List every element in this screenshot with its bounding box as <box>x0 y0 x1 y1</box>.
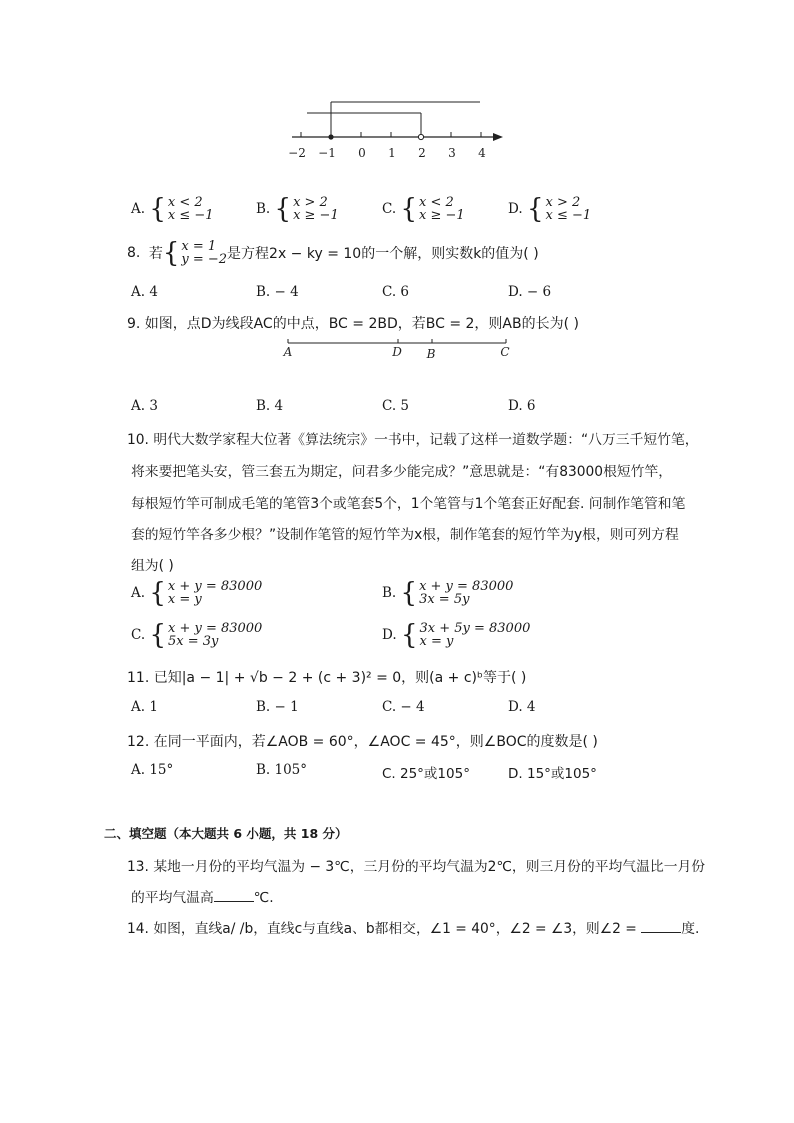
q11-option-d[interactable]: D. 4 <box>508 699 536 715</box>
q8-option-a[interactable]: A. 4 <box>131 284 158 300</box>
q13-line2 <box>131 886 274 906</box>
system-row: x ≥ −1 <box>293 208 339 223</box>
tick-label: −2 <box>288 146 306 160</box>
q11-stem: 11. 已知|a − 1| + √b − 2 + (c + 3)² = 0，则(a + c)ᵇ等于( ) <box>127 670 527 686</box>
option-letter: A. <box>131 201 146 217</box>
system-row: x > 2 <box>293 195 328 210</box>
system-row: x + y = 83000 <box>167 579 263 594</box>
q7-option-d[interactable]: D. { x > 2 x ≤ −1 <box>508 193 592 225</box>
q11-option-c[interactable]: C. − 4 <box>382 699 425 715</box>
q9-option-b[interactable]: B. 4 <box>256 398 284 414</box>
q12-option-b[interactable]: B. 105° <box>256 762 308 778</box>
q11-option-b[interactable]: B. − 1 <box>256 699 299 715</box>
q8-pre: 若 <box>148 246 163 262</box>
point-label-d: D <box>392 345 402 359</box>
option-letter: D. <box>508 201 523 217</box>
q7-option-c[interactable]: C. { x < 2 x ≥ −1 <box>382 193 465 225</box>
system-row: x = y <box>419 634 454 649</box>
q11-option-a[interactable]: A. 1 <box>131 699 158 715</box>
system-row: x < 2 <box>418 195 454 210</box>
q14-stem <box>127 917 699 937</box>
system-row: x = y <box>167 592 202 607</box>
point-label-c: C <box>500 345 510 359</box>
q10-option-c[interactable]: C. { x + y = 83000 5x = 3y <box>131 619 263 651</box>
point-label-b: B <box>426 347 436 361</box>
q12-stem: 12. 在同一平面内，若∠AOB = 60°，∠AOC = 45°，则∠BOC的度数是( ) <box>127 734 598 750</box>
system-row: x = 1 <box>181 239 217 254</box>
tick-label: 4 <box>478 146 486 160</box>
q10-line: 10. 明代大数学家程大位著《算法统宗》一书中，记载了这样一道数学题：“八万三千短竹笔， <box>127 432 699 448</box>
system-row: 3x = 5y <box>419 592 470 607</box>
q10-line: 套的短竹竿各多少根？”设制作笔管的短竹竿为x根，制作笔套的短竹竿为y根，则可列方程 <box>131 527 679 543</box>
q8-option-c[interactable]: C. 6 <box>382 284 410 300</box>
segment-figure <box>280 336 520 364</box>
q8-text: 是方程2x − ky = 10的一个解，则实数k的值为( ) <box>227 246 539 262</box>
q10-option-b[interactable]: B. { x + y = 83000 3x = 5y <box>382 577 514 609</box>
tick-label: 1 <box>388 146 396 160</box>
q10-option-a[interactable]: A. { x + y = 83000 x = y <box>131 577 263 609</box>
question-number: 8. <box>127 245 141 261</box>
q13-line1: 13. 某地一月份的平均气温为 − 3℃，三月份的平均气温为2℃，则三月份的平均气温比一月份 <box>127 859 706 875</box>
system-row: x + y = 83000 <box>419 579 514 594</box>
answer-blank[interactable] <box>641 920 681 933</box>
system-row: y = −2 <box>181 252 228 267</box>
q9-option-a[interactable]: A. 3 <box>131 398 158 414</box>
system-row: x < 2 <box>167 195 203 210</box>
q7-option-a[interactable]: A. { x < 2 x ≤ −1 <box>131 193 214 225</box>
q10-line: 每根短竹竿可制成毛笔的笔管3个或笔套5个，1个笔管与1个笔套正好配套. 问制作笔管和笔 <box>131 496 686 512</box>
q10-line: 组为( ) <box>131 558 174 574</box>
q7-option-b[interactable]: B. { x > 2 x ≥ −1 <box>256 193 339 225</box>
q8-stem: 8. 若 { x = 1 y = −2 是方程2x − ky = 10的一个解，则实数k的值为( ) <box>127 237 539 269</box>
q10-line: 将来要把笔头安，管三套五为期定，问君多少能完成？”意思就是：“有83000根短竹竿， <box>131 464 673 480</box>
system-row: x ≤ −1 <box>545 208 592 223</box>
tick-label: 0 <box>358 146 366 160</box>
q14-pre: 14. 如图，直线a/ /b，直线c与直线a、b都相交，∠1 = 40°，∠2 = ∠3，则∠2 = <box>127 921 642 937</box>
option-letter: C. <box>382 201 397 217</box>
q12-option-c[interactable]: C. 25°或105° <box>382 766 470 782</box>
q12-option-a[interactable]: A. 15° <box>131 762 174 778</box>
q13-line2-pre: 的平均气温高 <box>131 890 214 906</box>
q9-stem: 9. 如图，点D为线段AC的中点，BC = 2BD，若BC = 2，则AB的长为( ) <box>127 316 579 332</box>
number-line-figure <box>285 95 515 167</box>
q9-option-d[interactable]: D. 6 <box>508 398 536 414</box>
option-letter: A. <box>131 585 146 601</box>
option-letter: D. <box>382 627 397 643</box>
system-row: 5x = 3y <box>167 634 219 649</box>
system-row: x > 2 <box>545 195 581 210</box>
point-label-a: A <box>283 345 293 359</box>
q10-option-d[interactable]: D. { 3x + 5y = 83000 x = y <box>382 619 531 651</box>
tick-label: 2 <box>418 146 426 160</box>
system-row: x ≥ −1 <box>418 208 465 223</box>
q8-option-b[interactable]: B. − 4 <box>256 284 299 300</box>
q14-post: 度. <box>681 921 700 937</box>
q9-option-c[interactable]: C. 5 <box>382 398 410 414</box>
option-letter: B. <box>256 201 271 217</box>
system-row: x + y = 83000 <box>167 621 263 636</box>
q12-option-d[interactable]: D. 15°或105° <box>508 766 597 782</box>
section-heading: 二、填空题（本大题共 6 小题，共 18 分） <box>104 826 348 841</box>
answer-blank[interactable] <box>214 889 254 902</box>
q8-option-d[interactable]: D. − 6 <box>508 284 552 300</box>
q13-line2-post: ℃. <box>253 890 274 906</box>
option-letter: C. <box>131 627 146 643</box>
option-letter: B. <box>382 585 397 601</box>
system-row: x ≤ −1 <box>167 208 214 223</box>
tick-label: 3 <box>448 146 456 160</box>
tick-label: −1 <box>318 146 336 160</box>
system-row: 3x + 5y = 83000 <box>419 621 531 636</box>
